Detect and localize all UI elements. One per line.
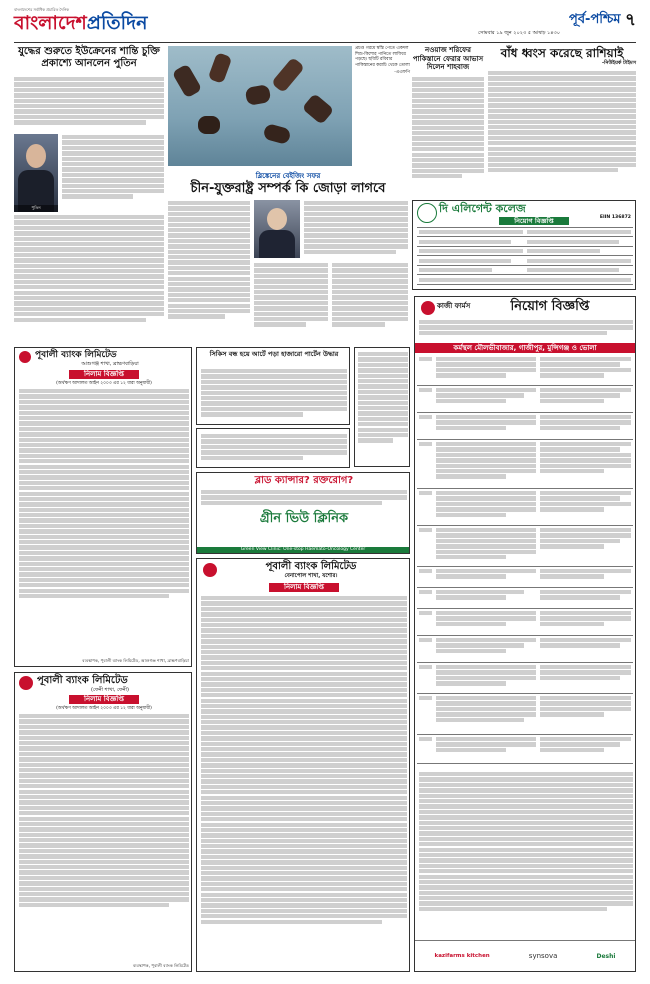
middle-notice-body: [201, 368, 347, 422]
issue-date: সোমবার ১৯ জুন ২০২৩ ৫ আষাঢ় ১৪৩০: [478, 30, 561, 36]
college-eiin: EIIN 136872: [599, 215, 631, 220]
pubali-top-subtitle: (অর্থঋণ আদালত আইন ২০০৩ এর ১২ ধারা অনুযায়ী): [56, 381, 152, 386]
pubali-feni-bank-name[interactable]: পূবালী ব্যাংক লিমিটেড: [37, 675, 128, 686]
ukraine-text-bottom: [14, 214, 164, 344]
pubali-benapole-bank-name[interactable]: পূবালী ব্যাংক লিমিটেড: [265, 561, 357, 572]
pubali-top-body: [19, 388, 189, 648]
newspaper-logo[interactable]: [14, 7, 148, 40]
elegant-college-ad: [412, 200, 636, 290]
section-title: পূর্ব-পশ্চিম: [569, 12, 621, 27]
pubali-benapole-ad: [196, 558, 410, 972]
college-vacancy-table: [417, 227, 633, 286]
college-name[interactable]: দি এলিগেন্ট কলেজ: [439, 202, 526, 215]
side-notice-body: [358, 351, 408, 463]
ukraine-text-top: [14, 76, 164, 134]
pubali-benapole-body: [201, 595, 407, 965]
china-kicker: ব্লিঙ্কেনের বেইজিং সফর: [255, 172, 321, 180]
kazi-farms-ad: [414, 296, 636, 972]
ukraine-article: [14, 46, 164, 70]
kazi-instructions: [419, 771, 633, 935]
photo-credit: -এএফপি: [394, 70, 410, 76]
china-text-col2: [254, 262, 328, 342]
college-notice-title: নিয়োগ বিজ্ঞপ্তি: [499, 217, 569, 225]
china-text-col4: [332, 262, 408, 342]
brand-synsova[interactable]: synsova: [528, 952, 558, 960]
pubali-feni-branch: (ফেনী শাখা, ফেনী): [90, 687, 129, 693]
masthead-rule: [14, 42, 636, 43]
pakistan-article: [412, 46, 484, 72]
middle-notice-box: [196, 347, 350, 425]
small-notice-body: [201, 433, 347, 465]
green-view-clinic-ad: [196, 472, 410, 554]
clinic-question: ব্লাড ক্যান্সার? রক্তরোগ?: [254, 475, 354, 486]
logo-word-left: বাংলাদেশ: [14, 12, 87, 34]
logo-word-right: প্রতিদিন: [86, 12, 148, 34]
dam-source: -নিউইয়র্ক টাইমস: [601, 60, 636, 66]
kazi-brand[interactable]: কাজী ফার্মস: [437, 302, 471, 310]
pubali-top-bank-name[interactable]: পূবালী ব্যাংক লিমিটেড: [35, 350, 117, 360]
blinken-photo: [254, 200, 300, 258]
kazi-location-bar: কর্মস্থল মৌলভীবাজার, গাজীপুর, মুন্সিগঞ্জ ও ভোলা: [415, 343, 635, 353]
clinic-body: [201, 489, 407, 509]
clinic-name[interactable]: গ্রীন ভিউ ক্লিনিক: [259, 511, 349, 526]
pubali-feni-subtitle: (অর্থঋণ আদালত আইন ২০০৩ এর ১২ ধারা অনুযায়ী): [56, 706, 152, 711]
pubali-feni-ad: [14, 672, 192, 972]
brand-deshi[interactable]: Deshi: [596, 952, 616, 960]
pubali-top-notice: নিলাম বিজ্ঞপ্তি: [69, 370, 139, 379]
pakistan-text: [412, 76, 484, 198]
dam-headline[interactable]: বাঁধ ধ্বংস করেছে রাশিয়াই: [500, 46, 624, 60]
ukraine-text-side: [62, 134, 164, 212]
dam-article: [488, 46, 636, 66]
pakistan-headline[interactable]: নওয়াজ শরিফের পাকিস্তানে ফেরার আভাস দিলেন শাহবাজ: [412, 46, 484, 71]
ukraine-headline[interactable]: যুদ্ধের শুরুতে ইউক্রেনের শান্তি চুক্তি প্রকাশ্যে আনলেন পুতিন: [18, 46, 160, 69]
pubali-feni-signature: ব্যবস্থাপক, পূবালী ব্যাংক লিমিটেড: [132, 963, 189, 968]
kazi-intro: [419, 319, 633, 341]
dam-text: [488, 70, 636, 194]
china-headline[interactable]: চীন-যুক্তরাষ্ট্র সম্পর্ক কি জোড়া লাগবে: [190, 181, 386, 196]
clinic-tagline: Green View Clinic: One-stop Haemato-Oncology Center: [197, 547, 409, 553]
pubali-benapole-branch: বেনাপোল শাখা, যশোর।: [284, 573, 338, 579]
putin-photo-caption: পুতিন: [14, 205, 58, 212]
side-notice-box: [354, 347, 410, 467]
pubali-feni-notice: নিলাম বিজ্ঞপ্তি: [69, 695, 139, 704]
brand-kazi-kitchen[interactable]: kazifarms kitchen: [434, 953, 490, 959]
pubali-ashuganj-ad: [14, 347, 192, 667]
kazi-position-table: [417, 355, 633, 767]
logo-tagline: বাংলাদেশের সর্বাধিক প্রচারিত দৈনিক: [14, 7, 69, 12]
china-text-col3: [304, 200, 408, 262]
pool-photo: [168, 46, 352, 166]
pool-photo-caption: প্রচণ্ড গরমে স্বস্তি পেতে একদল শিশু-কিশোর পানিতে লাফিয়ে পড়ছে। ছবিটি রবিবার পাকিস্তানের করাচি থেকে তোলা -এএফপি: [355, 46, 410, 76]
pubali-top-branch: আশুগঞ্জ শাখা, ব্রাহ্মণবাড়িয়া: [81, 361, 139, 367]
middle-notice-headline[interactable]: সিকিস বন্ধ হয়ে আর্টে পড়া হাজারো পার্টেন উদ্ধার: [209, 350, 339, 358]
pubali-feni-body: [19, 713, 189, 957]
china-text-col1: [168, 200, 250, 342]
kazi-notice-title: নিয়োগ বিজ্ঞপ্তি: [510, 299, 590, 314]
page-number: ৭: [624, 10, 636, 30]
kazi-brand-strip: [415, 940, 635, 971]
small-notice-box: [196, 428, 350, 468]
pubali-top-signature: ব্যবস্থাপক, পূবালী ব্যাংক লিমিটেড, আশুগঞ্জ শাখা, ব্রাহ্মণবাড়িয়া: [82, 658, 189, 663]
pubali-benapole-notice: নিলাম বিজ্ঞপ্তি: [269, 583, 339, 592]
china-article: [168, 172, 408, 197]
putin-photo: [14, 134, 58, 212]
